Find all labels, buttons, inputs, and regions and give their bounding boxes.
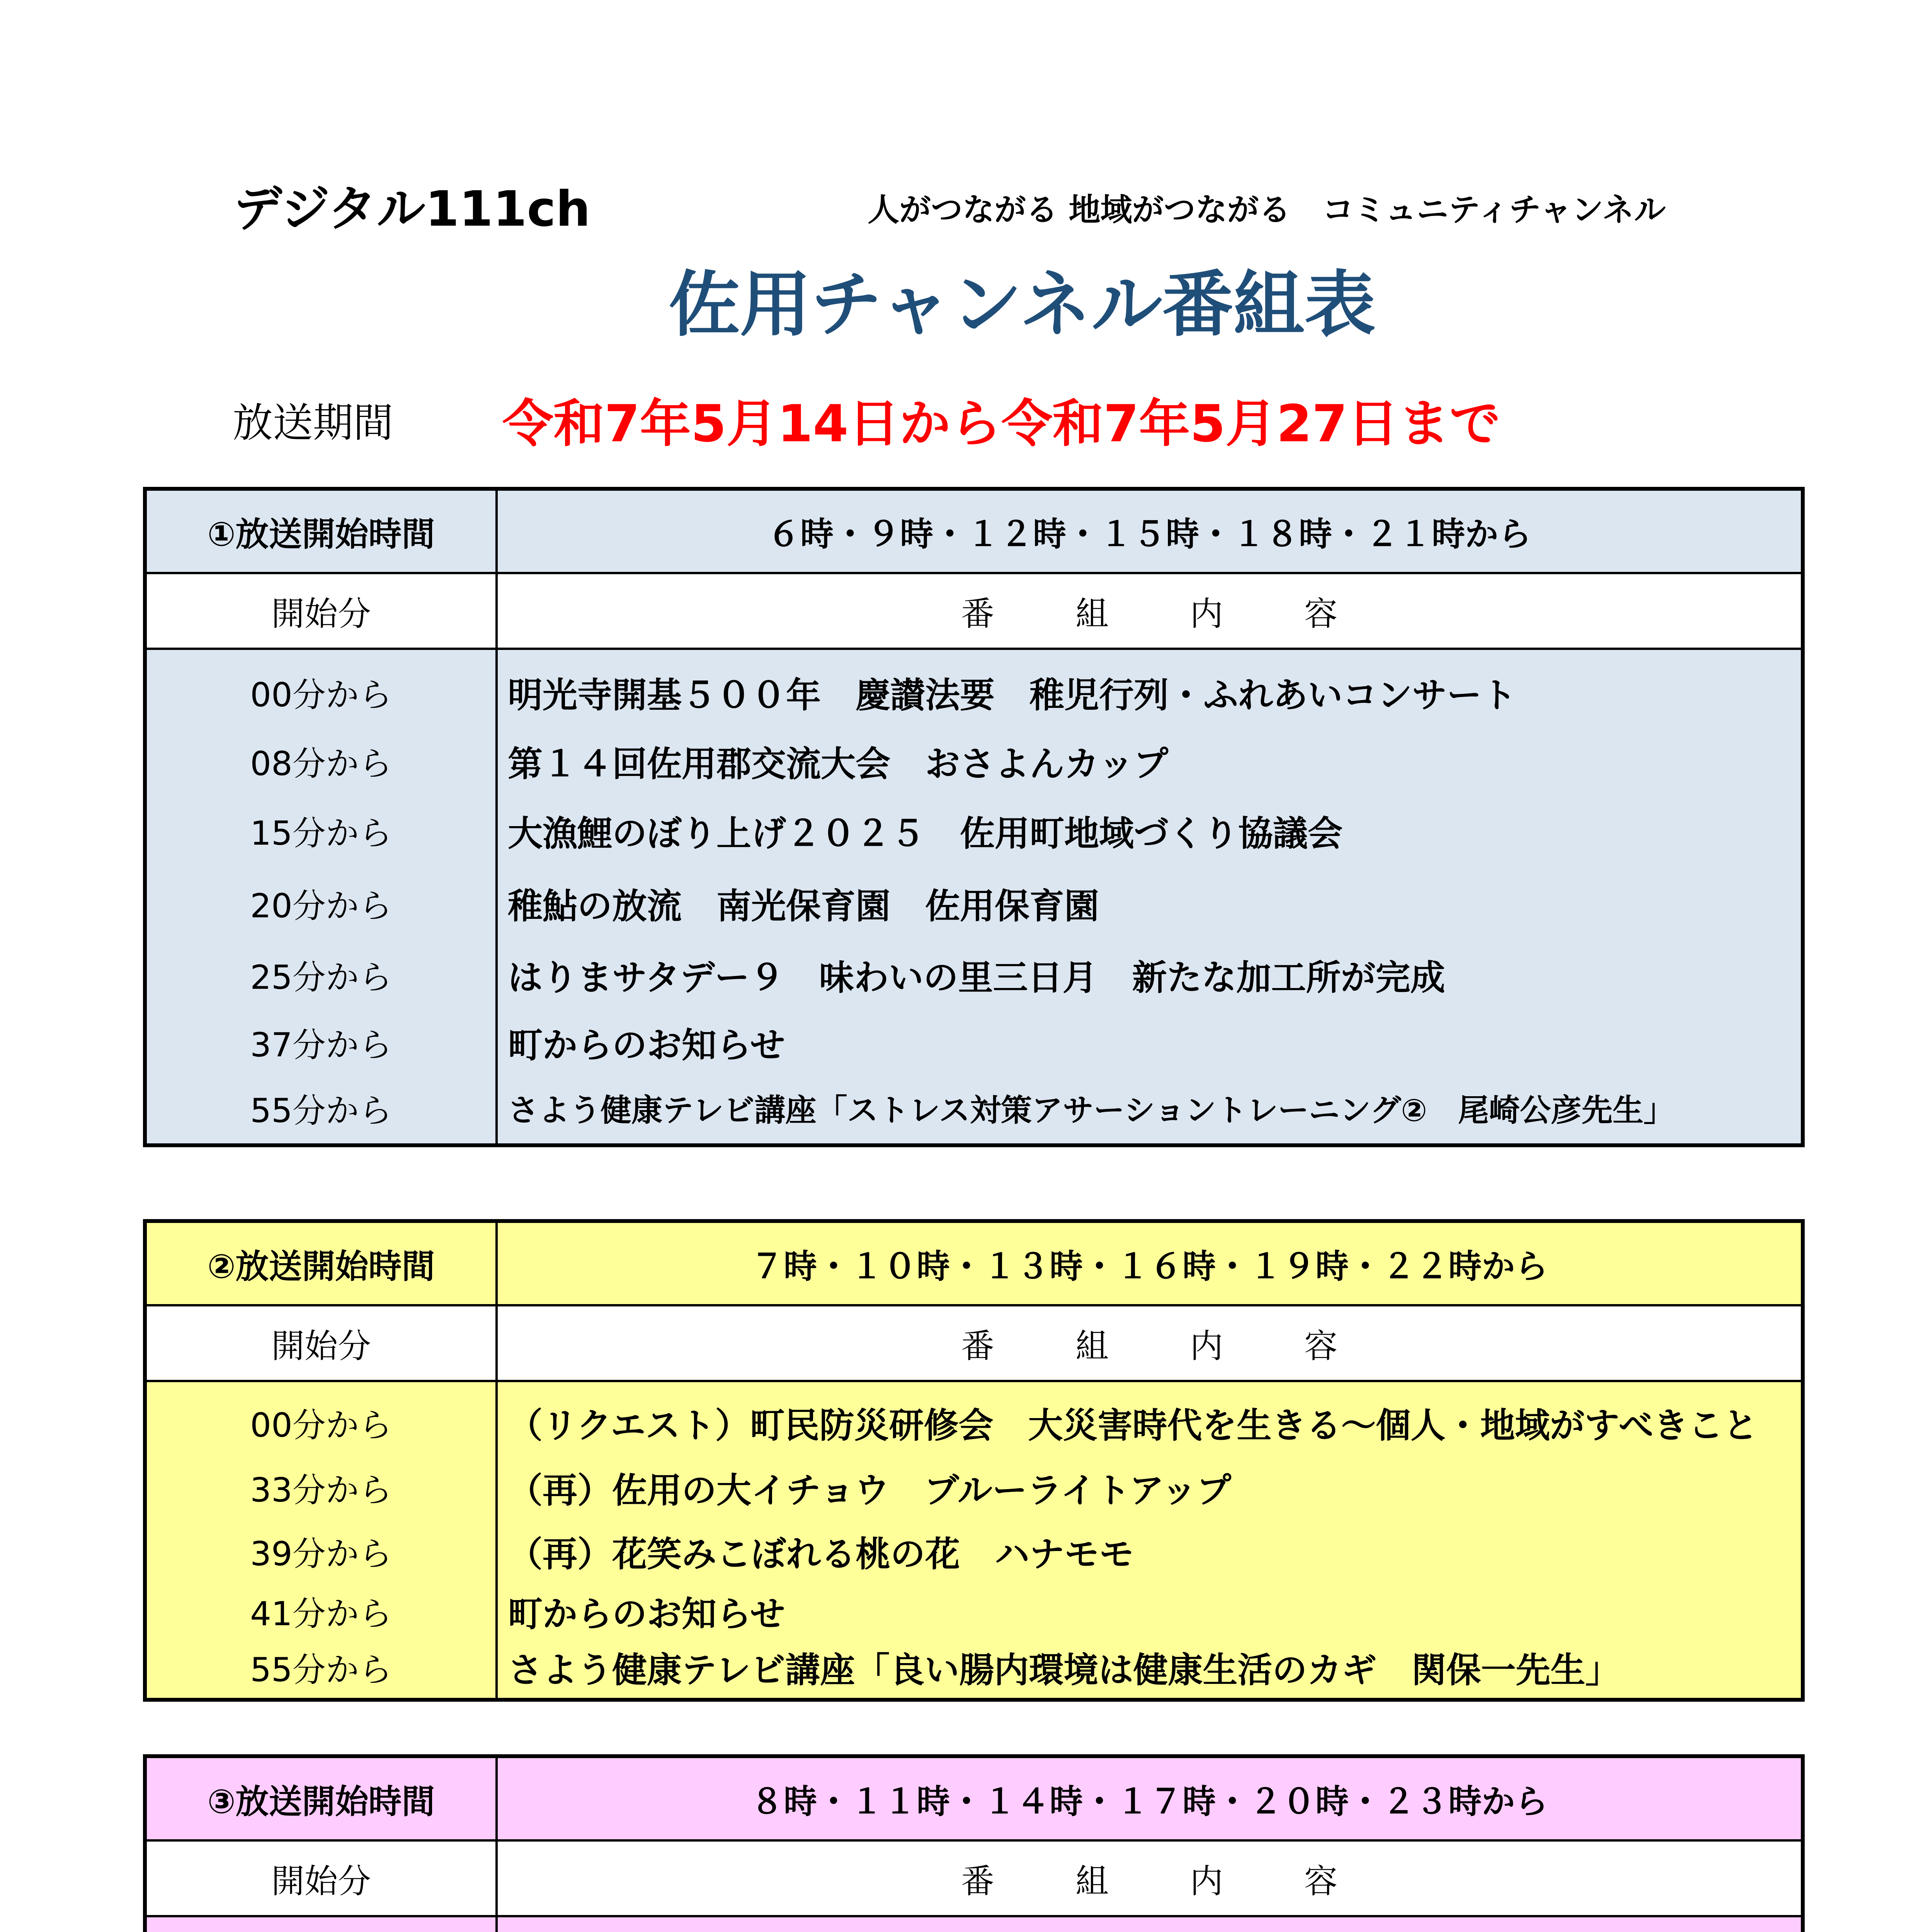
tagline: 人がつながる 地域がつながる コミュニティチャンネル [868, 192, 1666, 228]
start-minute: 55分から [145, 1640, 497, 1700]
program-title: 大漁鯉のぼり上げ２０２５ 佐用町地域づくり協議会 [497, 796, 1803, 865]
program-title: はりまサタデー９ 味わいの里三日月 新たな加工所が完成 [497, 940, 1803, 1008]
start-minute: 00分から [145, 1381, 497, 1454]
table-row [145, 726, 1803, 796]
block-label: ③放送開始時間 [145, 1756, 497, 1840]
table-row [145, 796, 1803, 865]
block-label: ②放送開始時間 [145, 1221, 497, 1305]
table-row [145, 1008, 1803, 1076]
table-row [145, 1916, 1803, 1932]
broadcast-period-label: 放送期間 [233, 399, 394, 446]
start-minute-header: 開始分 [145, 573, 497, 649]
schedule-block-3 [143, 1754, 1805, 1932]
page-title: 佐用チャンネル番組表 [669, 264, 1376, 346]
start-minute: 00分から [145, 649, 497, 726]
table-row [145, 649, 1803, 726]
program-title: 稚鮎の放流 南光保育園 佐用保育園 [497, 865, 1803, 940]
broadcast-times: ７時・１０時・１３時・１６時・１９時・２２時から [497, 1221, 1803, 1305]
broadcast-times: ６時・９時・１２時・１５時・１８時・２１時から [497, 489, 1803, 573]
start-minute-header: 開始分 [145, 1840, 497, 1916]
start-minute: 55分から [145, 1076, 497, 1145]
table-row [145, 940, 1803, 1008]
table-row [145, 1454, 1803, 1520]
schedule-block-1 [143, 487, 1805, 1147]
start-minute: 15分から [145, 796, 497, 865]
program-title: さよう健康テレビ講座「ストレス対策アサーショントレーニング② 尾崎公彦先生」 [497, 1076, 1803, 1145]
channel-number: デジタル111ch [233, 180, 590, 237]
program-title: 町からのお知らせ [497, 1008, 1803, 1076]
program-title: 町からのお知らせ [497, 1582, 1803, 1640]
start-minute: 37分から [145, 1008, 497, 1076]
program-title: （再）佐用の大イチョウ ブルーライトアップ [497, 1454, 1803, 1520]
broadcast-times: ８時・１１時・１４時・１７時・２０時・２３時から [497, 1756, 1803, 1840]
program-content-header: 番組内容 [497, 573, 1803, 649]
program-title: 明光寺開基５００年 慶讃法要 稚児行列・ふれあいコンサート [497, 649, 1803, 726]
program-title: （再）花笑みこぼれる桃の花 ハナモモ [497, 1520, 1803, 1582]
table-row [145, 1076, 1803, 1145]
start-minute [145, 1916, 497, 1932]
table-row [145, 1582, 1803, 1640]
start-minute-header: 開始分 [145, 1305, 497, 1381]
broadcast-period-value: 令和7年5月14日から令和7年5月27日まで [502, 394, 1501, 454]
start-minute: 33分から [145, 1454, 497, 1520]
program-content-header: 番組内容 [497, 1305, 1803, 1381]
table-row [145, 1381, 1803, 1454]
program-title [497, 1916, 1803, 1932]
start-minute: 41分から [145, 1582, 497, 1640]
table-row [145, 1640, 1803, 1700]
schedule-block-2 [143, 1219, 1805, 1702]
program-title: さよう健康テレビ講座「良い腸内環境は健康生活のカギ 関保一先生」 [497, 1640, 1803, 1700]
block-label: ①放送開始時間 [145, 489, 497, 573]
table-row [145, 1520, 1803, 1582]
start-minute: 25分から [145, 940, 497, 1008]
table-row [145, 865, 1803, 940]
start-minute: 08分から [145, 726, 497, 796]
start-minute: 39分から [145, 1520, 497, 1582]
program-title: 第１４回佐用郡交流大会 おさよんカップ [497, 726, 1803, 796]
start-minute: 20分から [145, 865, 497, 940]
program-title: （リクエスト）町民防災研修会 大災害時代を生きる～個人・地域がすべきこと [497, 1381, 1803, 1454]
program-content-header: 番組内容 [497, 1840, 1803, 1916]
